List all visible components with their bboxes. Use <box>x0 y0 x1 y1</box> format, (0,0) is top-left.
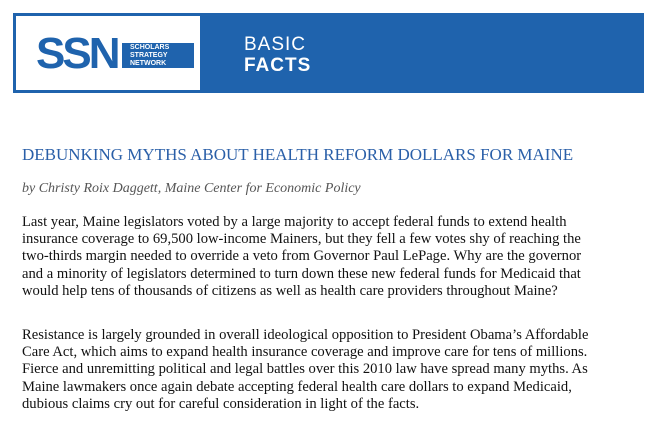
ssn-logo <box>13 13 203 93</box>
header-facts: FACTS <box>244 55 312 76</box>
paragraph-line: Maine lawmakers once again debate accepting federal health care dollars to expand Medicaid, <box>22 378 572 395</box>
paragraph-line: Resistance is largely grounded in overall ideological opposition to President Obama’s Affordable <box>22 327 589 343</box>
logo-tag-line: STRATEGY <box>130 52 168 59</box>
paragraph-line: Last year, Maine legislators voted by a large majority to accept federal funds to extend health <box>22 214 567 230</box>
paragraph-line: would help tens of thousands of citizens as well as health care providers throughout Maine? <box>22 282 558 299</box>
header-banner <box>13 13 644 93</box>
logo-tag-line: NETWORK <box>130 60 167 67</box>
header-basic: BASIC <box>244 34 307 55</box>
article-byline: by Christy Roix Daggett, Maine Center for Economic Policy <box>22 181 361 196</box>
paragraph-line: and a minority of legislators determined to turn down these new federal funds for Medicaid that <box>22 265 581 282</box>
logo-tag-line: SCHOLARS <box>130 44 170 51</box>
paragraph-line: insurance coverage to 69,500 low-income Mainers, but they fell a few votes shy of reaching the <box>22 231 581 248</box>
paragraph-2 <box>22 327 644 413</box>
logo-tagline <box>122 43 194 68</box>
paragraph-line: dubious claims cry out for careful consideration in light of the facts. <box>22 395 420 412</box>
article-title: DEBUNKING MYTHS ABOUT HEALTH REFORM DOLLARS FOR MAINE <box>22 145 574 164</box>
logo-mark: SSN <box>36 29 118 78</box>
paragraph-line: two-thirds margin needed to override a veto from Governor Paul LePage. Why are the governor <box>22 248 582 265</box>
paragraph-line: Care Act, which aims to expand health insurance coverage and improve care for tens of millions. <box>22 344 588 361</box>
paragraph-1 <box>22 214 644 300</box>
paragraph-line: Fierce and unremitting political and legal battles over this 2010 law have spread many myths. As <box>22 361 588 378</box>
